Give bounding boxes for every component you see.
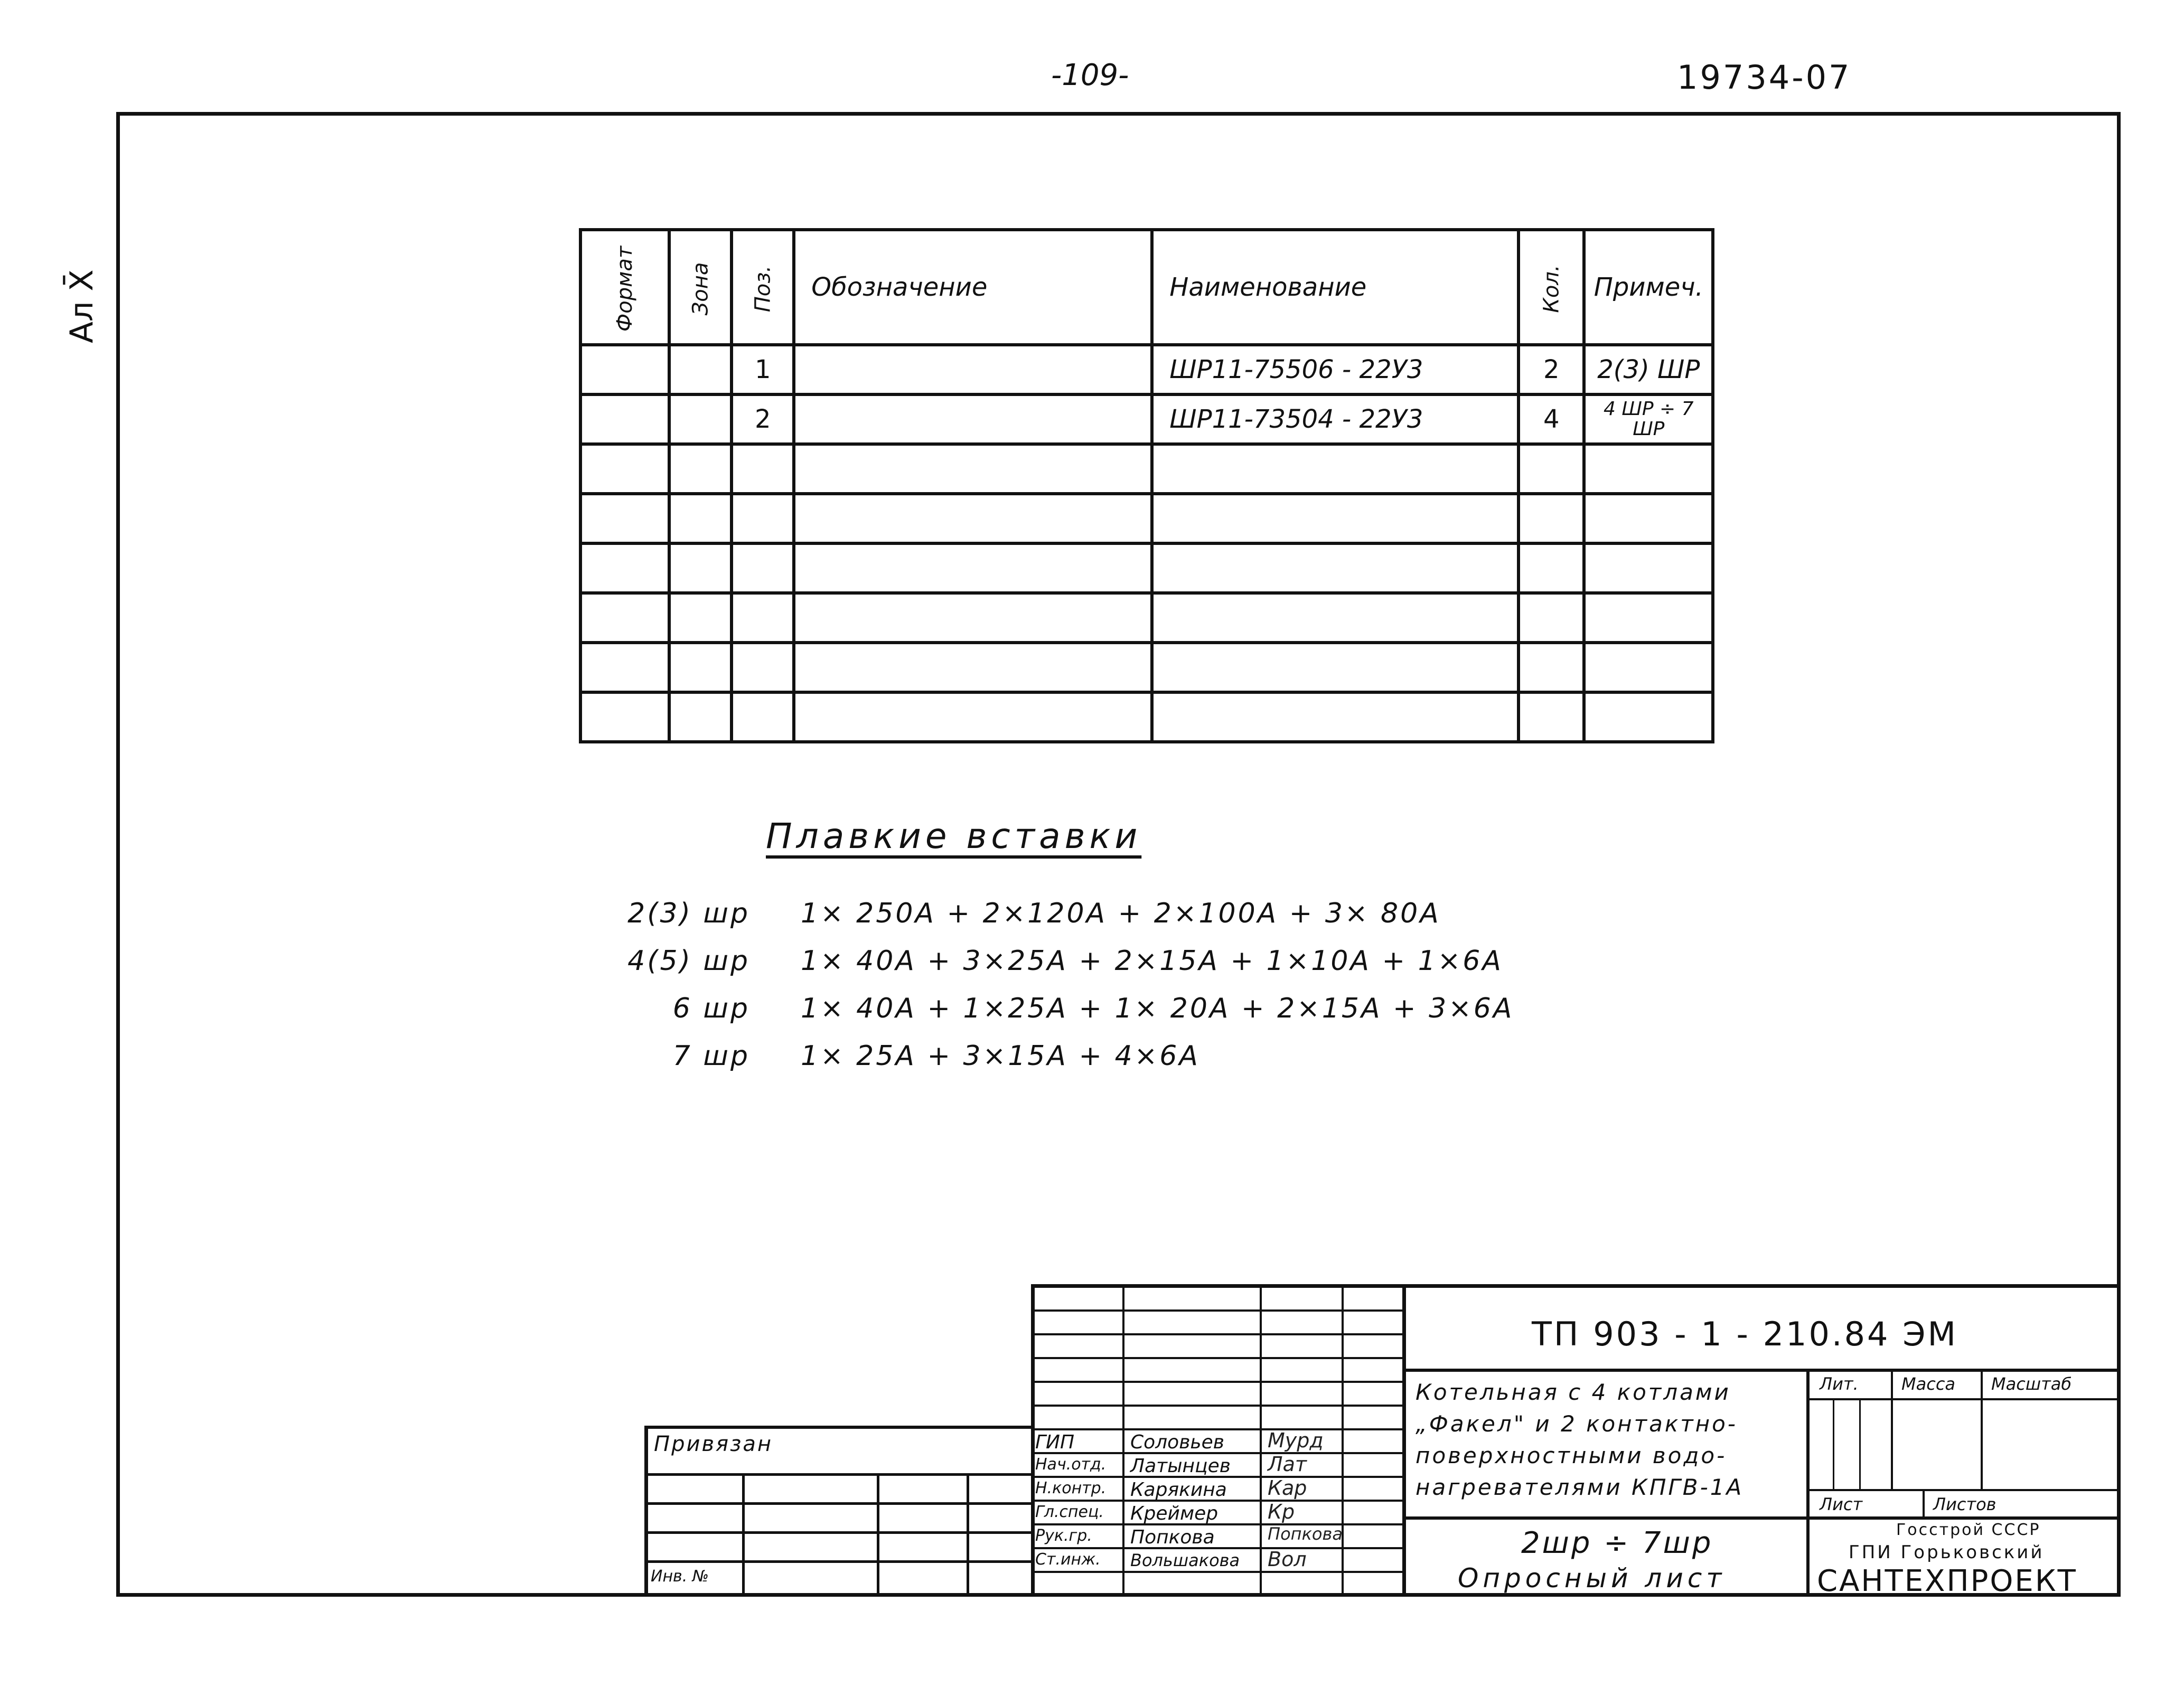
document-number: 19734-07: [1677, 58, 1852, 97]
page-number: -109-: [1051, 58, 1129, 92]
fuses-title: Плавкие вставки: [766, 816, 1142, 856]
table-row: [580, 444, 1713, 494]
header-format: Формат: [580, 230, 669, 345]
col-mass: Масса: [1901, 1374, 1956, 1394]
project-code: ТП 903 - 1 - 210.84 ЭМ: [1532, 1315, 1958, 1353]
person-name: Соловьев: [1130, 1431, 1224, 1453]
table-row: [580, 394, 1713, 444]
object-name-line: „Факел" и 2 контактно-: [1416, 1411, 1738, 1437]
person-name: Латынцев: [1130, 1455, 1231, 1477]
privyazan-label: Привязан: [654, 1432, 773, 1456]
role-label: Рук.гр.: [1035, 1527, 1092, 1545]
fuse-line: 6 шр 1× 40А + 1×25А + 1× 20А + 2×15А + 3×6А: [672, 993, 1514, 1024]
cell-note: 4 ШР ÷ 7 ШР: [1584, 394, 1713, 444]
object-name-line: нагревателями КПГВ-1А: [1416, 1474, 1744, 1500]
col-sheet: Лист: [1820, 1494, 1863, 1514]
signature: Кар: [1268, 1476, 1307, 1500]
table-row: [580, 345, 1713, 394]
role-label: Ст.инж.: [1035, 1550, 1101, 1569]
table-row: [580, 494, 1713, 543]
signature: Мурд: [1268, 1429, 1324, 1452]
org-institute: ГПИ Горьковский: [1849, 1542, 2045, 1563]
header-name: Наименование: [1152, 230, 1519, 345]
table-row: [580, 543, 1713, 593]
table-row: [580, 692, 1713, 742]
sheet-title: 2шр ÷ 7шр: [1521, 1526, 1713, 1560]
person-name: Креймер: [1130, 1503, 1218, 1524]
fuse-line: 7 шр 1× 25А + 3×15А + 4×6А: [672, 1040, 1200, 1072]
col-sheets: Листов: [1933, 1494, 1996, 1514]
role-label: Гл.спец.: [1035, 1503, 1104, 1521]
col-scale: Масштаб: [1991, 1374, 2072, 1394]
header-pos: Поз.: [732, 230, 794, 345]
header-zone: Зона: [669, 230, 732, 345]
header-note: Примеч.: [1584, 230, 1713, 345]
role-label: Нач.отд.: [1035, 1455, 1107, 1474]
fuse-line: 4(5) шр 1× 40А + 3×25А + 2×15А + 1×10А + 1×6А: [627, 945, 1503, 977]
signature: Вол: [1268, 1548, 1307, 1571]
role-label: ГИП: [1035, 1431, 1075, 1453]
role-label: Н.контр.: [1035, 1479, 1107, 1497]
fuse-line: 2(3) шр 1× 250А + 2×120А + 2×100А + 3× 80А: [627, 898, 1441, 929]
cell-pos: 2: [732, 394, 794, 444]
org-name: САНТЕХПРОЕКТ: [1817, 1564, 2077, 1598]
cell-name: ШР11-73504 - 22У3: [1152, 394, 1519, 444]
header-designation: Обозначение: [794, 230, 1152, 345]
side-mark: Ал X̄: [63, 269, 100, 343]
header-qty: Кол.: [1519, 230, 1584, 345]
signature: Лат: [1268, 1453, 1307, 1476]
cell-pos: 1: [732, 345, 794, 394]
object-name-line: поверхностными водо-: [1416, 1443, 1727, 1468]
sheet-subtitle: Опросный лист: [1458, 1563, 1726, 1594]
table-row: [580, 593, 1713, 643]
person-name: Попкова: [1130, 1527, 1215, 1548]
cell-note: 2(3) ШР: [1584, 345, 1713, 394]
person-name: Карякина: [1130, 1479, 1227, 1501]
spec-table: [579, 228, 1714, 743]
signature: Попкова: [1268, 1524, 1343, 1544]
inv-no-label: Инв. №: [651, 1567, 709, 1586]
table-row: [580, 643, 1713, 692]
spec-table-header: [580, 230, 1713, 345]
cell-qty: 2: [1519, 345, 1584, 394]
cell-qty: 4: [1519, 394, 1584, 444]
col-lit: Лит.: [1820, 1374, 1859, 1394]
person-name: Вольшакова: [1130, 1550, 1240, 1570]
signature: Кр: [1268, 1500, 1295, 1523]
org-ministry: Госстрой СССР: [1896, 1521, 2041, 1539]
object-name-line: Котельная с 4 котлами: [1416, 1379, 1731, 1405]
cell-name: ШР11-75506 - 22У3: [1152, 345, 1519, 394]
